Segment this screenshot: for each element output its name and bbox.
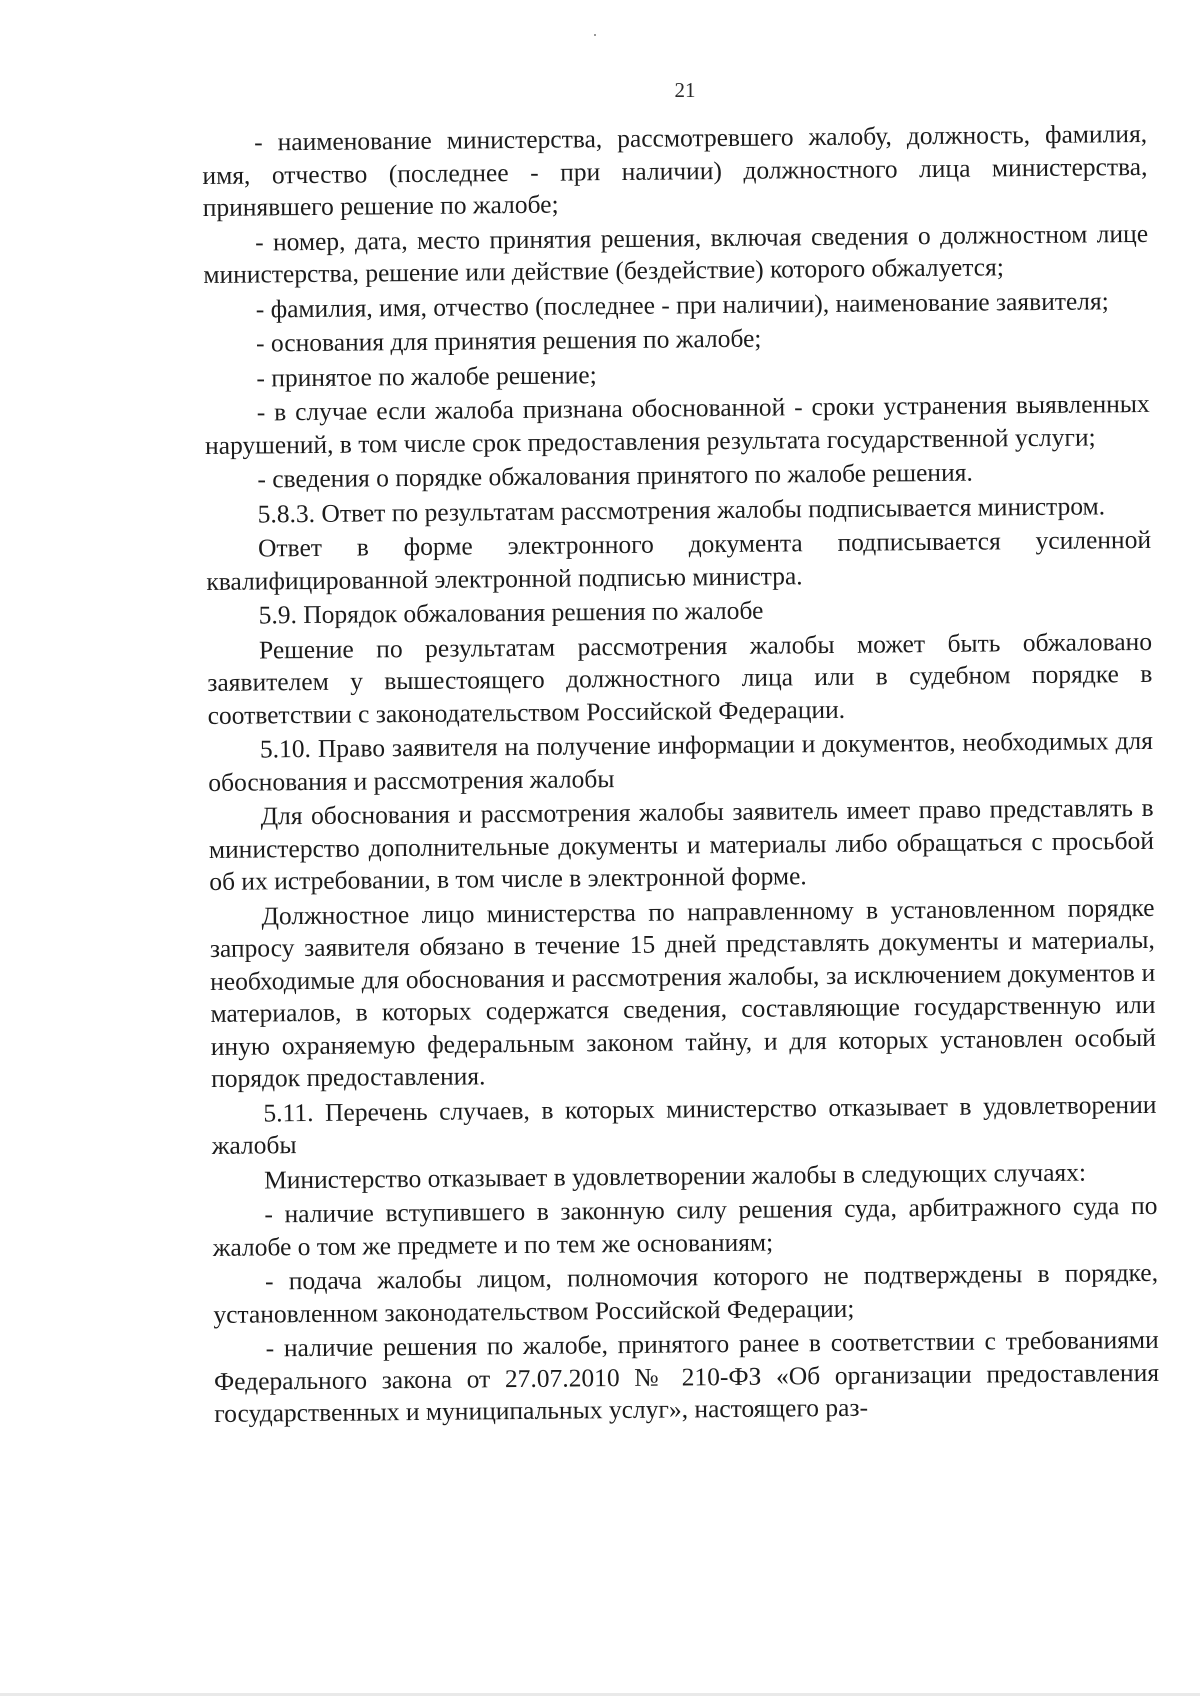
list-item-remedy-deadlines: - в случае если жалоба признана обоснованной - сроки устранения выявленных нарушений, в том числе срок предоставления результата государственной услуги;	[204, 388, 1150, 460]
list-item-decision-taken: - принятое по жалобе решение;	[256, 359, 597, 392]
section-heading-5-10: 5.10. Право заявителя на получение информации и документов, необходимых для обоснования и рассмотрения жалобы	[208, 725, 1154, 797]
paragraph-refusal-cases: Министерство отказывает в удовлетворении жалобы в следующих случаях:	[263, 1157, 1087, 1194]
scan-speck	[594, 34, 596, 36]
list-item-unconfirmed-authority: - подача жалобы лицом, полномочия которого не подтверждены в порядке, установленном законодательством Российской Федерации;	[213, 1257, 1159, 1329]
section-5-8-3: 5.8.3. Ответ по результатам рассмотрения жалобы подписывается министром.	[257, 490, 1106, 528]
paragraph-appeal-decision: Решение по результатам рассмотрения жалобы может быть обжаловано заявителем у вышестоящего должностного лица или в судебном порядке в соответствии с законодательством Российской Федерации.	[207, 626, 1153, 730]
list-item-court-decision: - наличие вступившего в законную силу решения суда, арбитражного суда по жалобе о том же предмете и по тем же основаниям;	[212, 1190, 1158, 1262]
list-item-applicant-name: - фамилия, имя, отчество (последнее - при наличии), наименование заявителя;	[255, 285, 1109, 323]
section-heading-5-9: 5.9. Порядок обжалования решения по жалобе	[258, 595, 764, 630]
paragraph-electronic-signature: Ответ в форме электронного документа подписывается усиленной квалифицированной электронной подписью министра.	[206, 524, 1152, 596]
list-item-complaint-reviewer: - наименование министерства, рассмотревшего жалобу, должность, фамилия, имя, отчество (последнее - при наличии) должностного лица министерства, принявшего решение по жалобе;	[202, 118, 1148, 222]
list-item-appeal-procedure: - сведения о порядке обжалования принятого по жалобе решения.	[257, 457, 973, 494]
paragraph-official-obligation: Должностное лицо министерства по направленному в установленном порядке запросу заявителя обязано в течение 15 дней представлять документы и материалы, необходимые для обоснования и рассмотрения жалобы, за исключением документов и материалов, в которых содержатся сведения, составляющие государственную или иную охраняемую федеральным законом тайну, и для которых установлен особый порядок предоставления.	[209, 892, 1156, 1093]
section-heading-5-11: 5.11. Перечень случаев, в которых министерство отказывает в удовлетворении жалобы	[211, 1089, 1157, 1160]
list-item-decision-grounds: - основания для принятия решения по жалобе;	[255, 323, 762, 358]
page-number: 21	[674, 78, 696, 102]
list-item-prior-decision: - наличие решения по жалобе, принятого ранее в соответствии с требованиями Федерального закона от 27.07.2010 № 210-ФЗ «Об организации предоставления государственных и муниципальных услуг», настоящего раз-	[213, 1324, 1160, 1428]
list-item-decision-details: - номер, дата, место принятия решения, включая сведения о должностном лице министерства, решение или действие (бездействие) которого обжалуется;	[203, 218, 1149, 289]
document-body	[202, 118, 1159, 1433]
paragraph-additional-documents: Для обоснования и рассмотрения жалобы заявитель имеет право представлять в министерство дополнительные документы и материалы либо обращаться с просьбой об их истребовании, в том числе в электронной форме.	[208, 792, 1155, 896]
